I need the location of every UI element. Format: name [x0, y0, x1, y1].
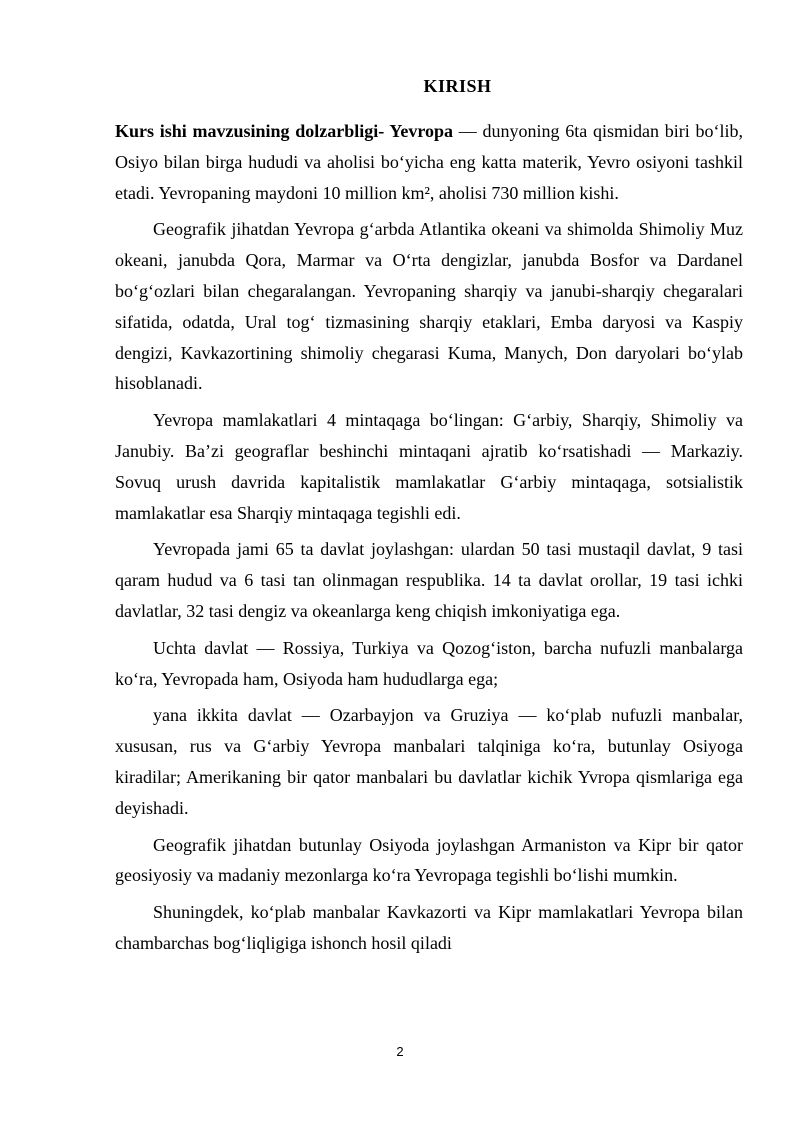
paragraph-3: Yevropa mamlakatlari 4 mintaqaga bo‘lingan: G‘arbiy, Sharqiy, Shimoliy va Janubiy. Ba’zi geograflar beshinchi mintaqani ajratib ko‘rsatishadi — Markaziy. Sovuq urush davrida kapitalistik mamlakatlar G‘arbiy mintaqaga, sotsialistik mamlakatlar esa Sharqiy mintaqaga tegishli edi. — [115, 410, 743, 523]
paragraph-5: Uchta davlat — Rossiya, Turkiya va Qozog‘iston, barcha nufuzli manbalarga ko‘ra, Yevropada ham, Osiyoda ham hududlarga ega; — [115, 637, 743, 689]
paragraph-lead: Kurs ishi mavzusining dolzarbligi- Yevropa — [115, 121, 454, 141]
paragraph-1 — [115, 116, 743, 208]
document-body — [115, 116, 743, 965]
page-number: 2 — [396, 1044, 404, 1059]
paragraph-2: Geografik jihatdan Yevropa g‘arbda Atlantika okeani va shimolda Shimoliy Muz okeani, janubda Qora, Marmar va O‘rta dengizlar, janubda Bosfor va Dardanel bo‘g‘ozlari bilan chegaralangan. Yevropaning sharqiy va janubi-sharqiy chegaralari sifatida, odatda, Ural tog‘ tizmasining sharqiy etaklari, Emba daryosi va Kaspiy dengizi, Kavkazortining shimoliy chegarasi Kuma, Manych, Don daryolari bo‘ylab hisoblanadi. — [115, 219, 743, 394]
paragraph-7: Geografik jihatdan butunlay Osiyoda joylashgan Armaniston va Kipr bir qator geosiyosiy va madaniy mezonlarga ko‘ra Yevropaga tegishli bo‘lishi mumkin. — [115, 834, 743, 886]
paragraph-8: Shuningdek, ko‘plab manbalar Kavkazorti va Kipr mamlakatlari Yevropa bilan chambarchas bog‘liqligiga ishonch hosil qiladi — [115, 902, 743, 953]
paragraph-6: yana ikkita davlat — Ozarbayjon va Gruziya — ko‘plab nufuzli manbalar, xususan, rus va G‘arbiy Yevropa manbalari talqiniga ko‘ra, butunlay Osiyoga kiradilar; Amerikaning bir qator manbalari bu davlatlar kichik Yvropa qismlariga ega deyishadi. — [115, 705, 743, 818]
paragraph-text: — dunyoning 6ta qismidan biri bo‘lib, Osiyo bilan birga hududi va aholisi bo‘yicha eng katta materik, Yevro osiyoni tashkil etadi. Yevropaning maydoni 10 million km², aholisi 730 million kishi. — [115, 121, 744, 203]
page-title: KIRISH — [423, 76, 492, 96]
paragraph-4: Yevropada jami 65 ta davlat joylashgan: ulardan 50 tasi mustaqil davlat, 9 tasi qaram hudud va 6 tasi tan olinmagan respublika. 14 ta davlat orollar, 19 tasi ichki davlatlar, 32 tasi dengiz va okeanlarga keng chiqish imkoniyatiga ega. — [115, 539, 743, 621]
